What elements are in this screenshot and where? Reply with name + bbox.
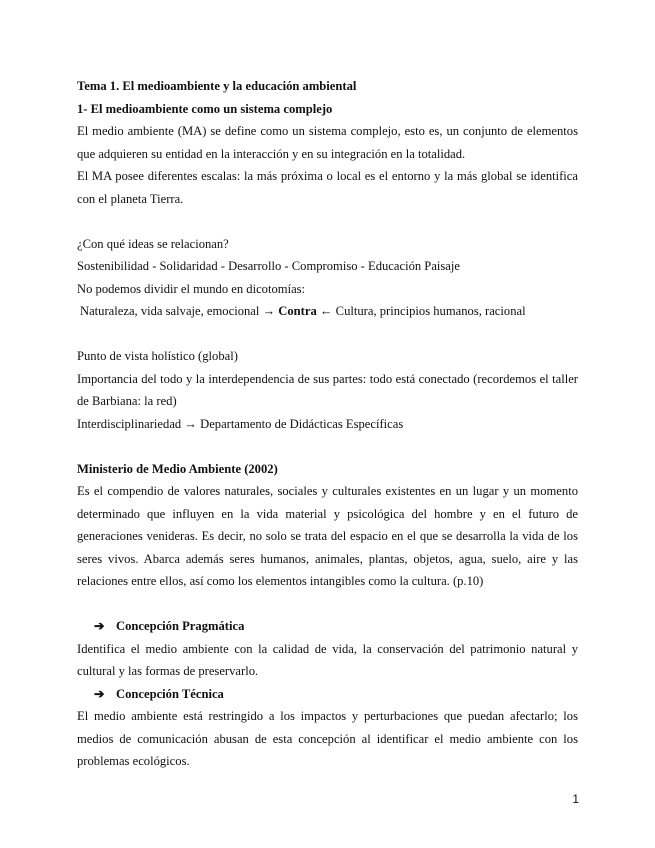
pragmatic-paragraph: Identifica el medio ambiente con la calidad de vida, la conservación del patrimonio natural y cultural y las formas de preservarlo.	[77, 641, 578, 678]
spacer	[77, 593, 578, 616]
technical-paragraph: El medio ambiente está restringido a los impactos y perturbaciones que puedan afectarlo; los medios de comunicación abusan de esta concepción al identificar el medio ambiente con los problemas ecológicos.	[77, 709, 578, 768]
ministry-heading: Ministerio de Medio Ambiente (2002)	[77, 461, 278, 476]
paragraph-scales: El MA posee diferentes escalas: la más próxima o local es el entorno y la más global se identifica con el planeta Tierra.	[77, 169, 578, 206]
bullet-pragmatic	[77, 615, 578, 638]
arrow-icon: ➔	[94, 686, 105, 701]
spacer	[77, 435, 578, 458]
technical-heading: Concepción Técnica	[116, 686, 224, 701]
paragraph-definition: El medio ambiente (MA) se define como un sistema complejo, esto es, un conjunto de elementos que adquieren su entidad en la interacción y en su integración en la totalidad.	[77, 124, 578, 161]
spacer	[77, 323, 578, 346]
section-heading: 1- El medioambiente como un sistema complejo	[77, 101, 333, 116]
page-number: 1	[572, 792, 579, 806]
ideas-list: Sostenibilidad - Solidaridad - Desarrollo - Compromiso - Educación Paisaje	[77, 259, 460, 273]
spacer	[77, 210, 578, 233]
pragmatic-heading: Concepción Pragmática	[116, 619, 245, 633]
arrow-icon: ➔	[94, 619, 105, 633]
document-body	[77, 75, 578, 773]
dichotomy-intro: No podemos dividir el mundo en dicotomías:	[77, 281, 306, 296]
interdisciplinarity-line: Interdisciplinariedad → Departamento de Didácticas Específicas	[77, 416, 404, 431]
dichotomy-line	[77, 300, 578, 323]
dichotomy-right: ← Cultura, principios humanos, racional	[319, 304, 526, 318]
ministry-paragraph: Es el compendio de valores naturales, sociales y culturales existentes en un lugar y un momento determinado que influyen en la vida material y psicológica del hombre y en el futuro de generaciones venideras. Es decir, no solo se trata del espacio en el que se desarrolla la vida de los seres vivos. Abarca además seres humanos, animales, plantas, objetos, agua, suelo, aire y las relaciones entre ellos, así como los elementos intangibles como la cultura. (p.10)	[77, 484, 578, 588]
dichotomy-left: Naturaleza, vida salvaje, emocional →	[80, 304, 276, 318]
holistic-title: Punto de vista holístico (global)	[77, 349, 238, 363]
dichotomy-middle: Contra	[278, 304, 317, 318]
bullet-technical	[77, 683, 578, 706]
document-title: Tema 1. El medioambiente y la educación ambiental	[77, 79, 357, 93]
ideas-question: ¿Con qué ideas se relacionan?	[77, 236, 229, 251]
holistic-paragraph: Importancia del todo y la interdependencia de sus partes: todo está conectado (recordemos el taller de Barbiana: la red)	[77, 371, 578, 408]
